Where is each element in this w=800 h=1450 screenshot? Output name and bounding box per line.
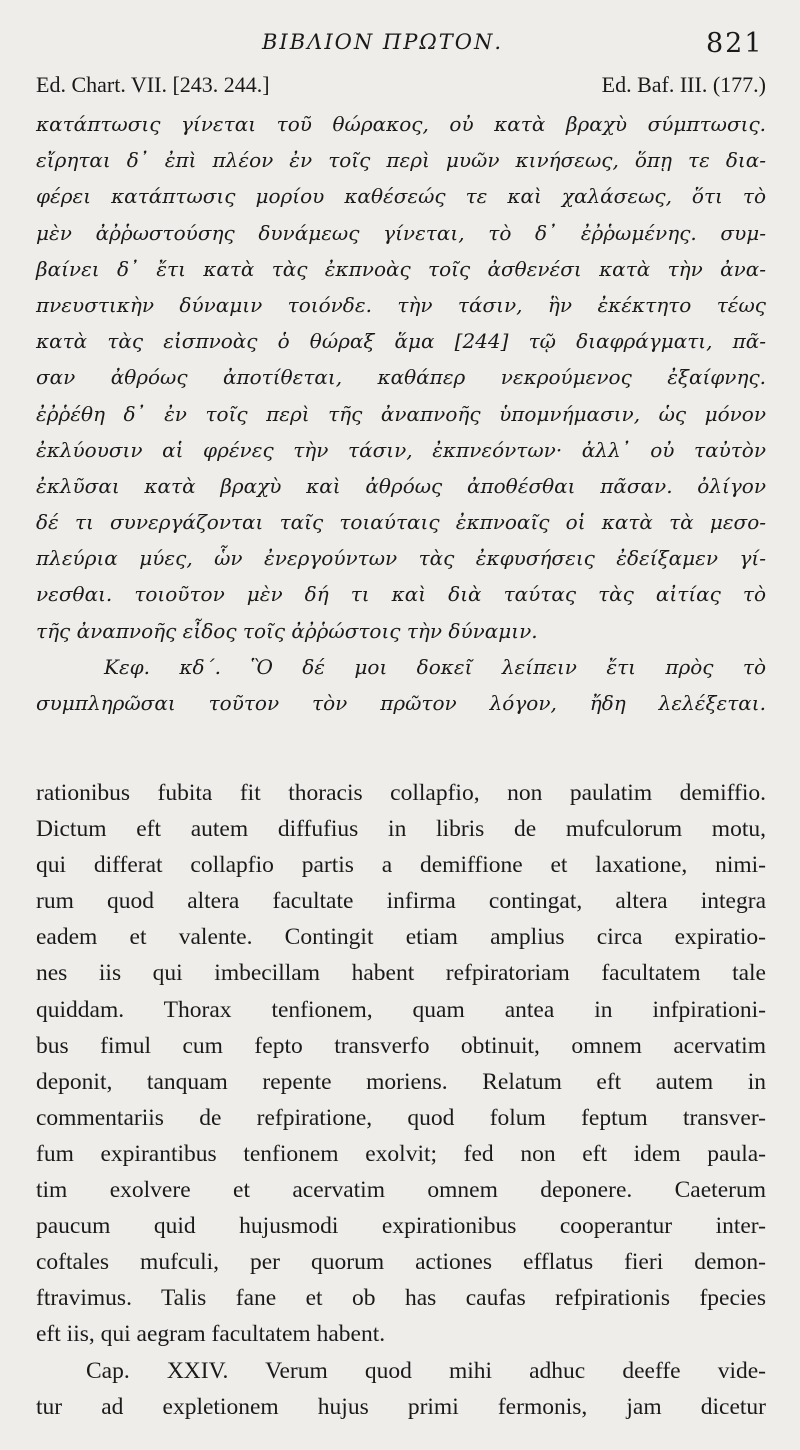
- greek-chapter-heading-line: Κεφ. κδ΄. Ὃ δέ μοι δοκεῖ λείπειν ἔτι πρὸς τὸ: [104, 654, 766, 679]
- running-title: ΒΙΒΛΙΟΝ ΠΡΩΤΟΝ.: [262, 30, 504, 54]
- greek-line: συμπληρῶσαι τοῦτον τὸν πρῶτον λόγον, ἤδη λελέξεται.: [36, 691, 766, 715]
- latin-line: paucum quid hujusmodi expirationibus cooperantur inter-: [36, 1213, 766, 1240]
- greek-text-block: [36, 106, 766, 721]
- latin-text-block: [36, 775, 766, 1425]
- latin-chapter-heading-line: Cap. XXIV. Verum quod mihi adhuc deeffe vide-: [86, 1357, 766, 1384]
- greek-line: πνευστικὴν δύναμιν τοιόνδε. τὴν τάσιν, ἣν ἐκέκτητο τέως: [36, 292, 766, 317]
- greek-line: ἐκλῦσαι κατὰ βραχὺ καὶ ἀθρόως ἀποθέσθαι πᾶσαν. ὀλίγον: [36, 473, 766, 498]
- latin-line: tim exolvere et acervatim omnem deponere. Caeterum: [36, 1177, 766, 1204]
- latin-line: deponit, tanquam repente moriens. Relatum eft autem in: [36, 1068, 766, 1095]
- latin-line: quiddam. Thorax tenfionem, quam antea in infpirationi-: [36, 996, 766, 1023]
- latin-line: qui differat collapfio partis a demiffione et laxatione, nimi-: [36, 852, 766, 879]
- latin-line: eft iis, qui aegram facultatem habent.: [36, 1321, 386, 1348]
- greek-line: σαν ἀθρόως ἀποτίθεται, καθάπερ νεκρούμενος ἐξαίφνης.: [36, 365, 766, 390]
- greek-line: κατὰ τὰς εἰσπνοὰς ὁ θώραξ ἅμα [244] τῷ διαφράγματι, πᾶ-: [36, 329, 766, 354]
- latin-line: rationibus fubita fit thoracis collapfio, non paulatim demiffio.: [36, 780, 766, 806]
- latin-line: ftravimus. Talis fane et ob has caufas refpirationis fpecies: [36, 1285, 766, 1312]
- latin-line: coftales mufculi, per quorum actiones efflatus fieri demon-: [36, 1249, 766, 1276]
- latin-line: tur ad expletionem hujus primi fermonis, jam dicetur: [36, 1393, 766, 1420]
- greek-line: νεσθαι. τοιοῦτον μὲν δή τι καὶ διὰ ταύτας τὰς αἰτίας τὸ: [36, 582, 766, 607]
- latin-line: rum quod altera facultate infirma contingat, altera integra: [36, 888, 766, 915]
- greek-line: ἐκλύουσιν αἱ φρένες τὴν τάσιν, ἐκπνεόντων· ἀλλ᾽ οὐ ταὐτὸν: [36, 437, 766, 462]
- edition-basel: Ed. Baf. III. (177.): [601, 72, 766, 97]
- latin-line: eadem et valente. Contingit etiam amplius circa expiratio-: [36, 924, 766, 951]
- edition-chartier: Ed. Chart. VII. [243. 244.]: [36, 72, 270, 97]
- greek-line: δέ τι συνεργάζονται ταῖς τοιαύταις ἐκπνοαῖς οἱ κατὰ τὰ μεσο-: [36, 510, 766, 535]
- greek-line: τῆς ἀναπνοῆς εἶδος τοῖς ἀῤῥώστοις τὴν δύναμιν.: [36, 618, 538, 643]
- greek-line: εἴρηται δ᾽ ἐπὶ πλέον ἐν τοῖς περὶ μυῶν κινήσεως, ὅπῃ τε δια-: [36, 148, 766, 173]
- latin-line: bus fimul cum fepto transverfo obtinuit, omnem acervatim: [36, 1032, 766, 1059]
- greek-line: φέρει κατάπτωσις μορίου καθέσεώς τε καὶ χαλάσεως, ὅτι τὸ: [36, 184, 766, 209]
- page-number: 821: [706, 28, 764, 59]
- greek-line: μὲν ἀῤῥωστούσης δυνάμεως γίνεται, τὸ δ᾽ ἐῤῥωμένης. συμ-: [36, 220, 766, 245]
- greek-line: ἐῤῥέθη δ᾽ ἐν τοῖς περὶ τῆς ἀναπνοῆς ὑπομνήμασιν, ὡς μόνον: [36, 401, 766, 426]
- greek-line: πλεύρια μύες, ὧν ἐνεργούντων τὰς ἐκφυσήσεις ἐδείξαμεν γί-: [36, 546, 766, 571]
- latin-line: fum expirantibus tenfionem exolvit; fed non eft idem paula-: [36, 1140, 766, 1167]
- latin-line: commentariis de refpiratione, quod folum feptum transver-: [36, 1104, 766, 1131]
- edition-reference-line: [36, 72, 766, 106]
- greek-line: βαίνει δ᾽ ἔτι κατὰ τὰς ἐκπνοὰς τοῖς ἀσθενέσι κατὰ τὴν ἀνα-: [36, 256, 766, 281]
- greek-line: κατάπτωσις γίνεται τοῦ θώρακος, οὐ κατὰ βραχὺ σύμπτωσις.: [36, 112, 766, 136]
- page-header: [0, 24, 800, 64]
- latin-line: Dictum eft autem diffufius in libris de mufculorum motu,: [36, 816, 766, 843]
- latin-line: nes iis qui imbecillam habent refpiratoriam facultatem tale: [36, 960, 766, 987]
